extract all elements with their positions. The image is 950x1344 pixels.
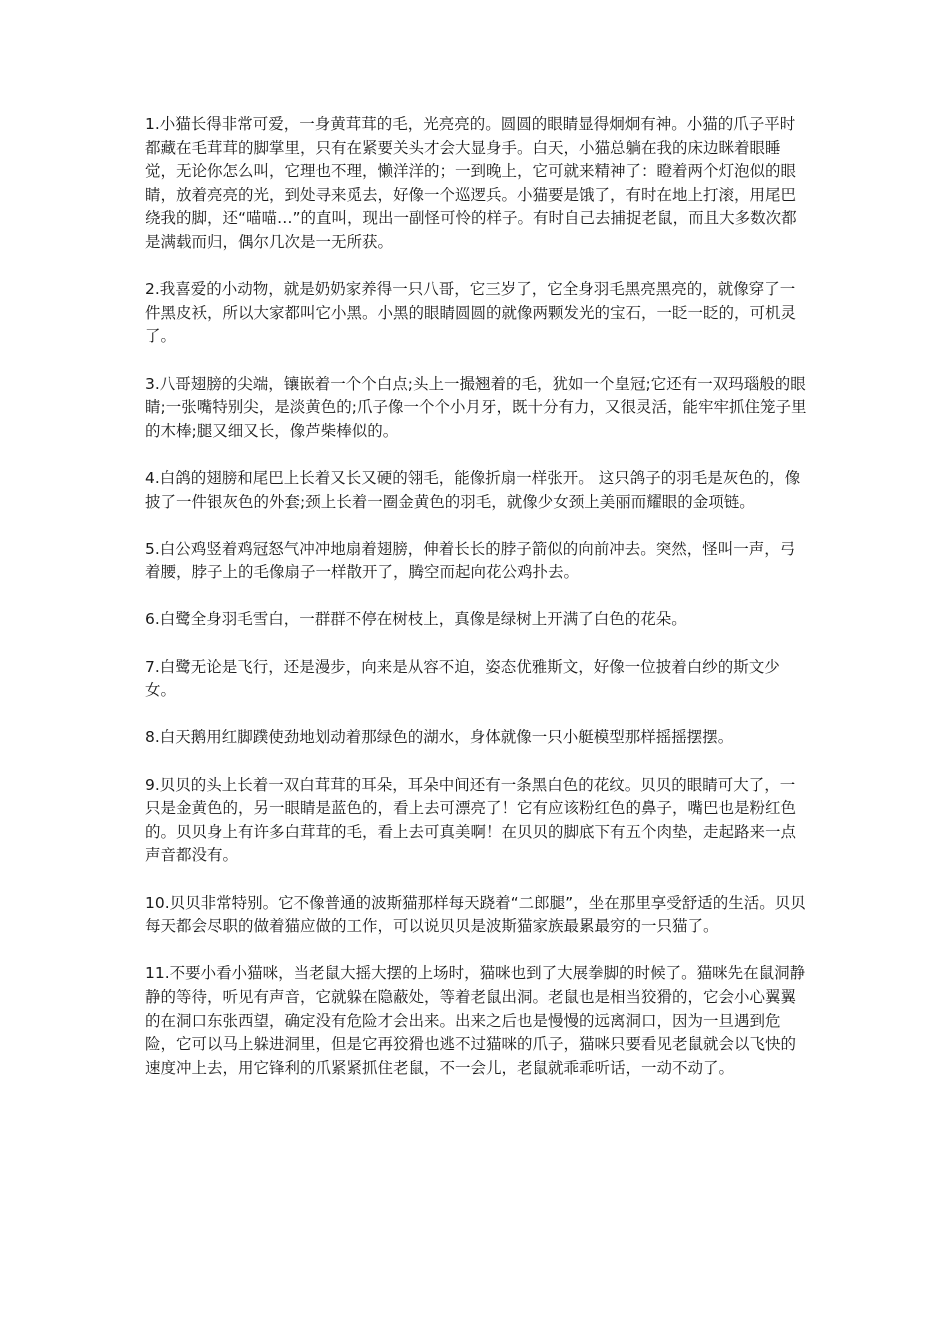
paragraph-4: 4.白鸽的翅膀和尾巴上长着又长又硬的翎毛，能像折扇一样张开。 这只鸽子的羽毛是灰色的，像披了一件银灰色的外套;颈上长着一圈金黄色的羽毛，就像少女颈上美丽而耀眼的金项链。 [145, 468, 801, 511]
paragraph-11: 11.不要小看小猫咪，当老鼠大摇大摆的上场时，猫咪也到了大展拳脚的时候了。猫咪先在鼠洞静静的等待，听见有声音，它就躲在隐蔽处，等着老鼠出洞。老鼠也是相当狡猾的，它会小心翼翼的在洞口东张西望，确定没有危险才会出来。出来之后也是慢慢的远离洞口，因为一旦遇到危险，它可以马上躲进洞里，但是它再狡猾也逃不过猫咪的爪子，猫咪只要看见老鼠就会以飞快的速度冲上去，用它锋利的爪紧紧抓住老鼠，不一会儿，老鼠就乖乖听话，一动不动了。 [145, 964, 806, 1077]
paragraph-2: 2.我喜爱的小动物，就是奶奶家养得一只八哥，它三岁了，它全身羽毛黑亮黑亮的，就像穿了一件黑皮袄，所以大家都叫它小黑。小黑的眼睛圆圆的就像两颗发光的宝石，一眨一眨的，可机灵了。 [145, 280, 797, 346]
paragraph-6: 6.白鹭全身羽毛雪白，一群群不停在树枝上，真像是绿树上开满了白色的花朵。 [145, 610, 687, 629]
paragraph-5: 5.白公鸡竖着鸡冠怒气冲冲地扇着翅膀，伸着长长的脖子箭似的向前冲去。突然，怪叫一声，弓着腰，脖子上的毛像扇子一样散开了，腾空而起向花公鸡扑去。 [145, 539, 796, 582]
paragraph-8: 8.白天鹅用红脚蹼使劲地划动着那绿色的湖水，身体就像一只小艇模型那样摇摇摆摆。 [145, 728, 734, 747]
paragraph-10: 10.贝贝非常特别。它不像普通的波斯猫那样每天跷着“二郎腿”，坐在那里享受舒适的生活。贝贝每天都会尽职的做着猫应做的工作，可以说贝贝是波斯猫家族最累最穷的一只猫了。 [145, 893, 806, 936]
paragraph-1: 1.小猫长得非常可爱，一身黄茸茸的毛，光亮亮的。圆圆的眼睛显得炯炯有神。小猫的爪子平时都藏在毛茸茸的脚掌里，只有在紧要关头才会大显身手。白天，小猫总躺在我的床边眯着眼睡觉，无论你怎么叫，它理也不理，懒洋洋的；一到晚上，它可就来精神了：瞪着两个灯泡似的眼睛，放着亮亮的光，到处寻来觅去，好像一个巡逻兵。小猫要是饿了，有时在地上打滚，用尾巴绕我的脚，还“喵喵…”的直叫，现出一副怪可怜的样子。有时自己去捕捉老鼠，而且大多数次都是满载而归，偶尔几次是一无所获。 [145, 115, 797, 251]
document-body [145, 113, 809, 1104]
paragraph-7: 7.白鹭无论是飞行，还是漫步，向来是从容不迫，姿态优雅斯文，好像一位披着白纱的斯文少女。 [145, 657, 780, 700]
paragraph-9: 9.贝贝的头上长着一双白茸茸的耳朵，耳朵中间还有一条黑白色的花纹。贝贝的眼睛可大了，一只是金黄色的，另一眼睛是蓝色的，看上去可漂亮了！它有应该粉红色的鼻子，嘴巴也是粉红色的。贝贝身上有许多白茸茸的毛，看上去可真美啊！在贝贝的脚底下有五个肉垫，走起路来一点声音都没有。 [145, 775, 797, 865]
paragraph-3: 3.八哥翅膀的尖端，镶嵌着一个个白点;头上一撮翘着的毛，犹如一个皇冠;它还有一双玛瑙般的眼睛;一张嘴特别尖，是淡黄色的;爪子像一个个小月牙，既十分有力，又很灵活，能牢牢抓住笼子里的木棒;腿又细又长，像芦柴棒似的。 [145, 374, 807, 440]
